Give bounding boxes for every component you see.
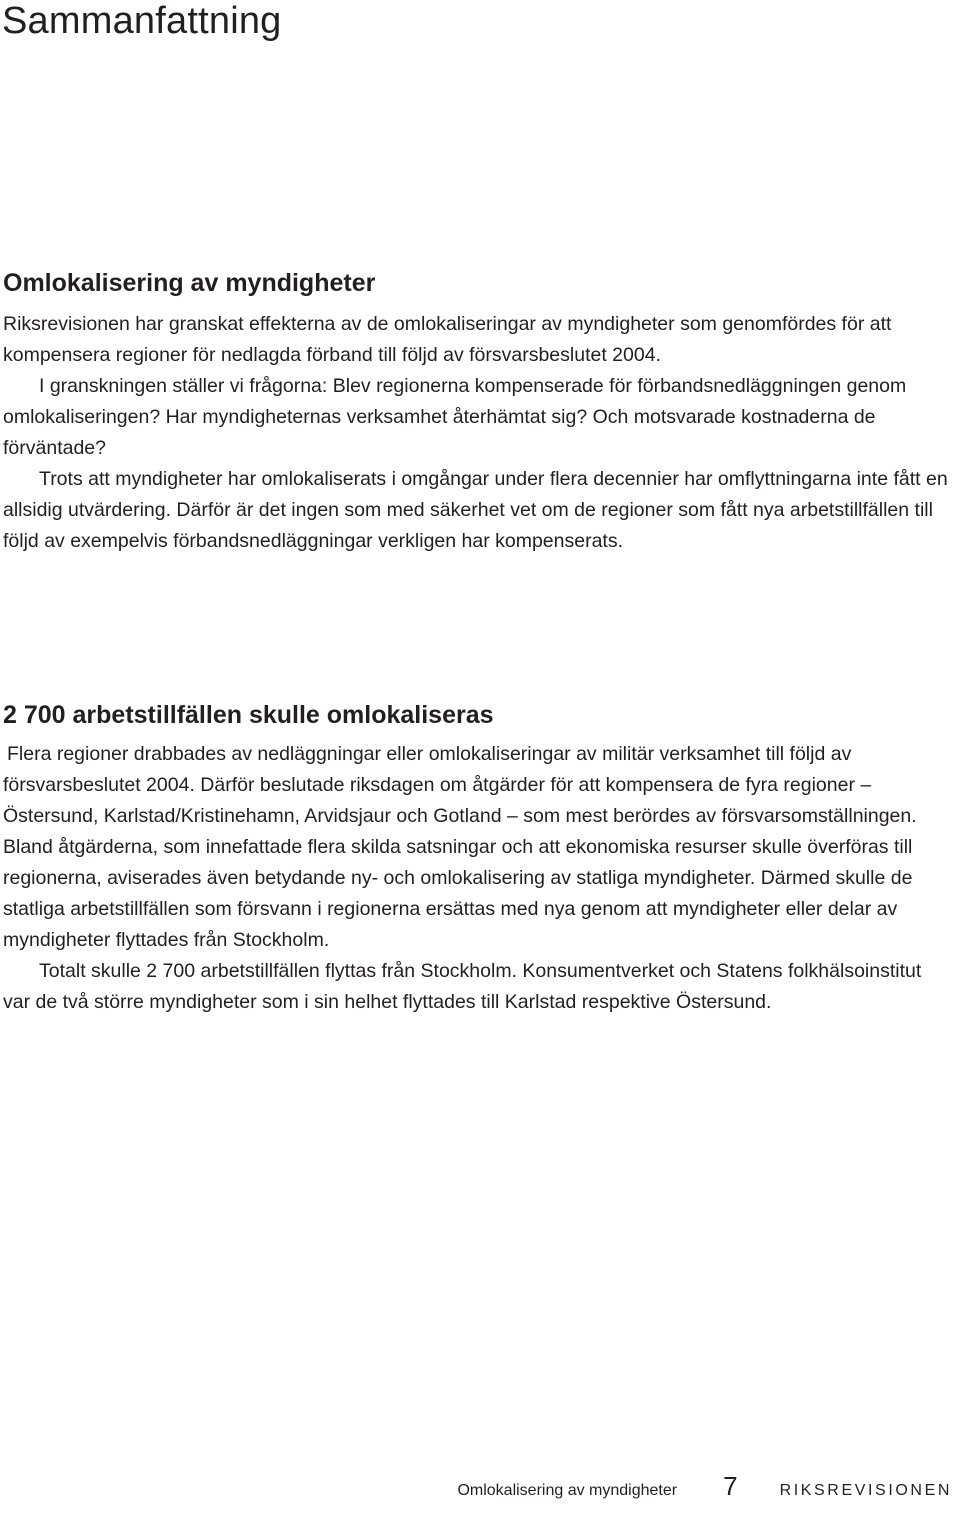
section-arbetstillfallen: [3, 698, 953, 1018]
paragraph: Riksrevisionen har granskat effekterna av de omlokaliseringar av myndigheter som genomfördes för att kompensera regioner för nedlagda förband till följd av försvarsbeslutet 2004.: [3, 313, 892, 366]
organization-name: RIKSREVISIONEN: [779, 1482, 952, 1499]
paragraph: I granskningen ställer vi frågorna: Blev regionerna kompenserade för förbandsnedläggningen genom omlokaliseringen? Har myndigheternas verksamhet återhämtat sig? Och motsvarade kostnaderna de förväntade?: [3, 375, 907, 459]
page-number: 7: [723, 1471, 738, 1501]
section-omlokalisering: [3, 266, 953, 557]
paragraph: Totalt skulle 2 700 arbetstillfällen flyttas från Stockholm. Konsumentverket och Statens folkhälsoinstitut var de två större myndigheter som i sin helhet flyttades till Karlstad respektive Östersund.: [3, 960, 922, 1013]
paragraph: Flera regioner drabbades av nedläggningar eller omlokaliseringar av militär verksamhet till följd av försvarsbeslutet 2004. Därför beslutade riksdagen om åtgärder för att kompensera de fyra regioner – Östersund, Karlstad/Kristinehamn, Arvidsjaur och Gotland – som mest berördes av försvarsomställningen. Bland åtgärderna, som innefattade flera skilda satsningar och att ekonomiska resurser skulle överföras till regionerna, aviserades även betydande ny- och omlokalisering av statliga myndigheter. Därmed skulle de statliga arbetstillfällen som försvann i regionerna ersättas med nya genom att myndigheter eller delar av myndigheter flyttades från Stockholm.: [3, 743, 917, 951]
page-footer: [457, 1471, 952, 1514]
section-heading: 2 700 arbetstillfällen skulle omlokaliseras: [3, 701, 494, 729]
footer-section-title: Omlokalisering av myndigheter: [457, 1482, 678, 1499]
paragraph: Trots att myndigheter har omlokaliserats i omgångar under flera decennier har omflyttningarna inte fått en allsidig utvärdering. Därför är det ingen som med säkerhet vet om de regioner som fått nya arbetstillfällen till följd av exempelvis förbandsnedläggningar verkligen har kompenserats.: [3, 468, 948, 552]
page-title: Sammanfattning: [2, 0, 282, 42]
section-heading: Omlokalisering av myndigheter: [3, 269, 376, 297]
